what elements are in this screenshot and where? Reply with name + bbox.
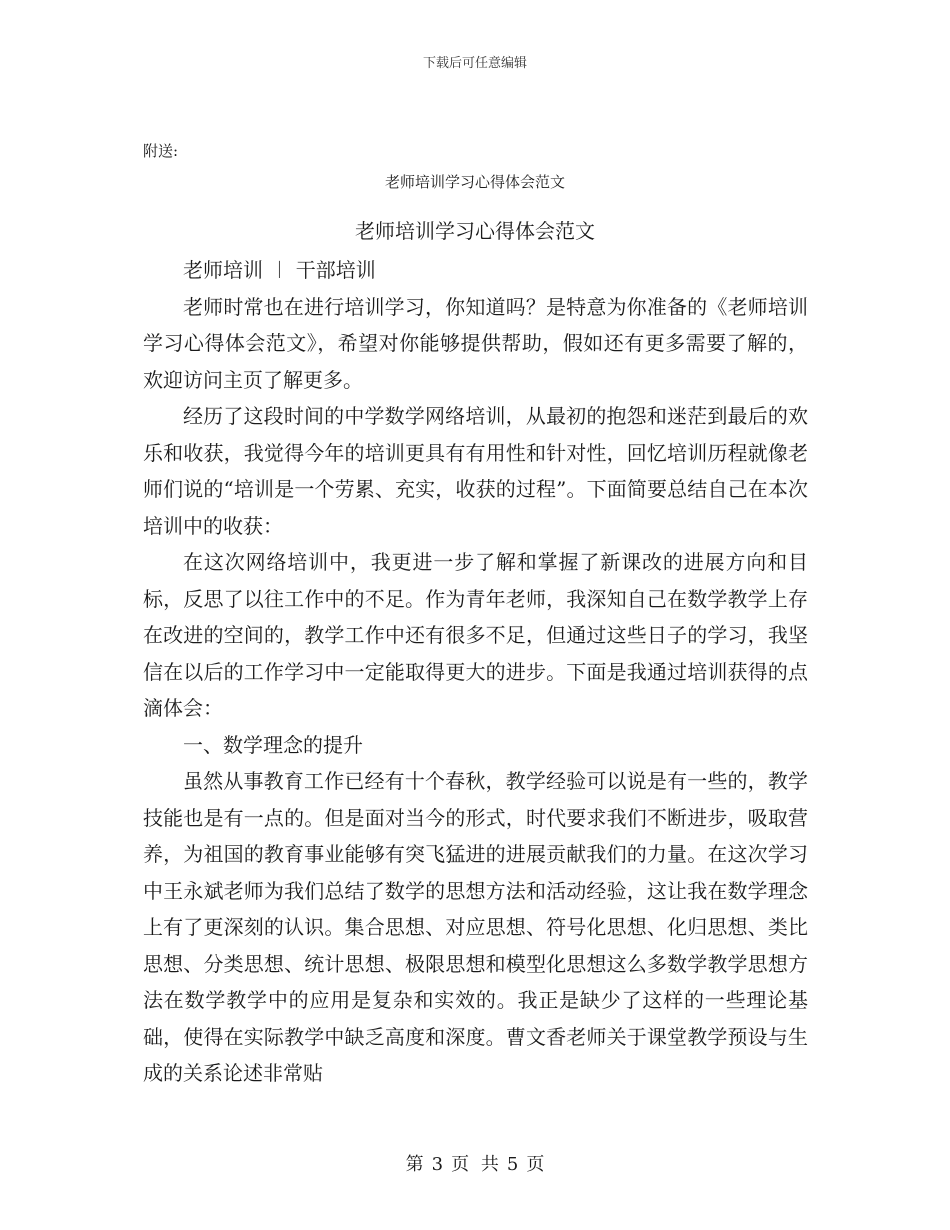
page-footer [0, 1150, 950, 1176]
article-paragraph: 老师时常也在进行培训学习，你知道吗？是特意为你准备的《老师培训学习心得体会范文》，希望对你能够提供帮助，假如还有更多需要了解的，欢迎访问主页了解更多。 [143, 294, 808, 392]
attachment-title: 老师培训学习心得体会范文 [384, 173, 565, 191]
page-suffix: 页 [526, 1154, 545, 1175]
page-total-number: 5 [506, 1154, 519, 1175]
article-body [143, 252, 808, 1092]
article-paragraph: 经历了这段时间的中学数学网络培训，从最初的抱怨和迷茫到最后的欢乐和收获，我觉得今年的培训更具有有用性和针对性，回忆培训历程就像老师们说的“培训是一个劳累、充实，收获的过程”。下面简要总结自己在本次培训中的收获： [143, 404, 808, 538]
page-header-note: 下载后可任意编辑 [422, 56, 527, 71]
attachment-label: 附送: [143, 142, 179, 160]
article-paragraph: 虽然从事教育工作已经有十个春秋，教学经验可以说是有一些的，教学技能也是有一点的。但是面对当今的形式，时代要求我们不断进步，吸取营养，为祖国的教育事业能够有突飞猛进的进展贡献我们的力量。在这次学习中王永斌老师为我们总结了数学的思想方法和活动经验，这让我在数学理念上有了更深刻的认识。集合思想、对应思想、符号化思想、化归思想、类比思想、分类思想、统计思想、极限思想和模型化思想这么多数学教学思想方法在数学教学中的应用是复杂和实效的。我正是缺少了这样的一些理论基础，使得在实际教学中缺乏高度和深度。曹文香老师关于课堂教学预设与生成的关系论述非常贴 [143, 769, 808, 1085]
article-paragraph: 在这次网络培训中，我更进一步了解和掌握了新课改的进展方向和目标，反思了以往工作中的不足。作为青年老师，我深知自己在数学教学上存在改进的空间的，教学工作中还有很多不足，但通过这些日子的学习，我坚信在以后的工作学习中一定能取得更大的进步。下面是我通过培训获得的点滴体会： [143, 550, 808, 720]
article-title: 老师培训学习心得体会范文 [355, 219, 595, 243]
page-prefix: 第 [405, 1154, 424, 1175]
section-heading: 一、数学理念的提升 [183, 732, 363, 757]
article-tags: 老师培训 ︱ 干部培训 [183, 258, 376, 282]
page-mid: 页 共 [451, 1154, 499, 1175]
page-current-number: 3 [431, 1154, 444, 1175]
